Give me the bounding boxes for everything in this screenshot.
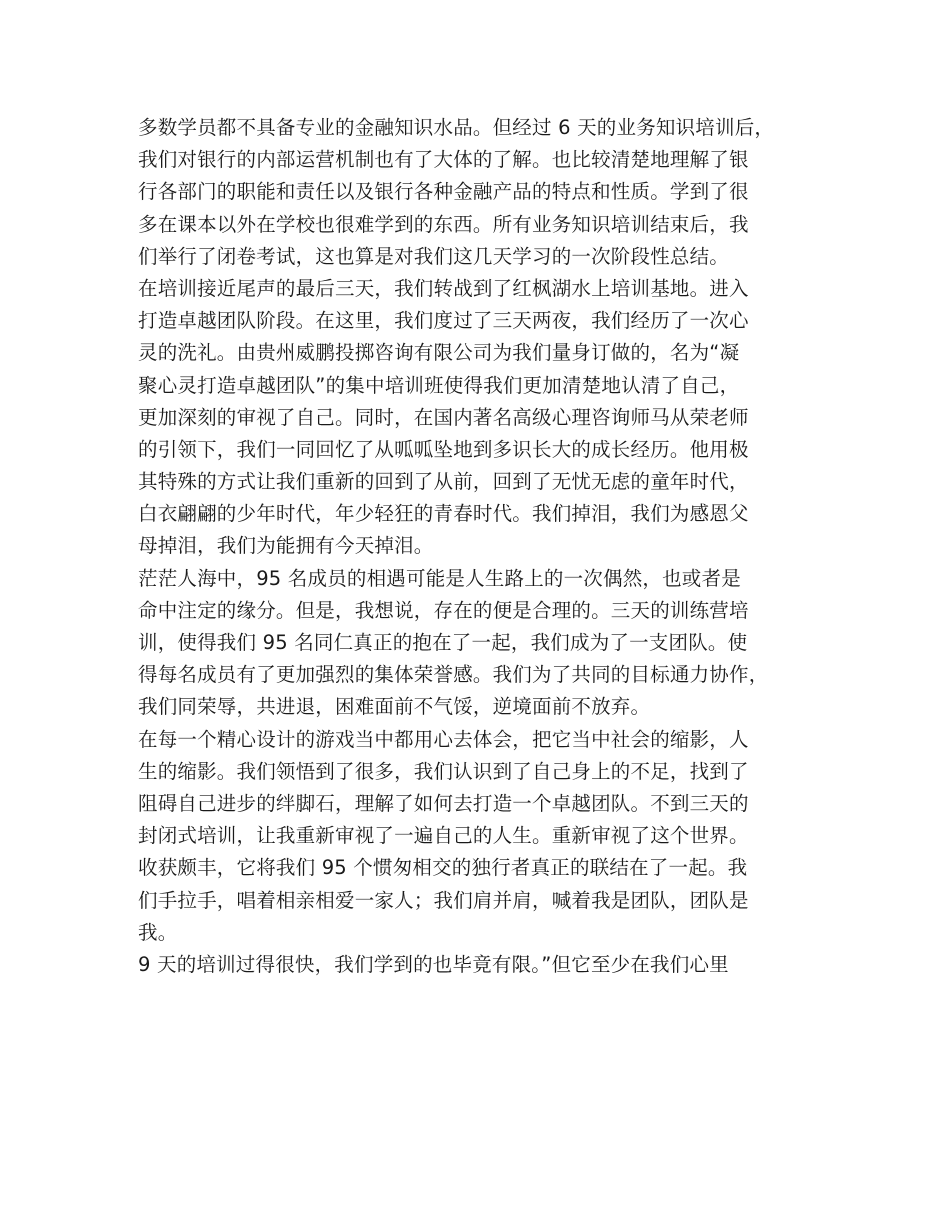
text-line: 封闭式培训，让我重新审视了一遍自己的人生。重新审视了这个世界。 (138, 824, 749, 848)
text-line: 阻碍自己进步的绊脚石，理解了如何去打造一个卓越团队。不到三天的 (138, 791, 749, 815)
text-line: 9 天的培训过得很快，我们学到的也毕竟有限。”但它至少在我们心里 (138, 952, 729, 976)
text-line: 收获颇丰，它将我们 95 个惯匆相交的独行者真正的联结在了一起。我 (138, 856, 748, 880)
text-line: 的引领下，我们一同回忆了从呱呱坠地到多识长大的成长经历。他用极 (138, 437, 749, 461)
text-line: 我们对银行的内部运营机制也有了大体的了解。也比较清楚地理解了银 (138, 148, 749, 172)
text-line: 其特殊的方式让我们重新的回到了从前，回到了无忧无虑的童年时代， (138, 470, 749, 494)
text-line: 训，使得我们 95 名同仁真正的抱在了一起，我们成为了一支团队。使 (138, 631, 748, 654)
text-line: 我。 (138, 920, 178, 944)
text-line: 打造卓越团队阶段。在这里，我们度过了三天两夜，我们经历了一次心 (138, 309, 749, 333)
text-line: 们举行了闭卷考试，这也算是对我们这几天学习的一次阶段性总结。 (138, 244, 730, 268)
text-line: 行各部门的职能和责任以及银行各种金融产品的特点和性质。学到了很 (138, 180, 749, 204)
text-line: 得每名成员有了更加强烈的集体荣誉感。我们为了共同的目标通力协作， (138, 663, 769, 687)
text-line: 聚心灵打造卓越团队”的集中培训班使得我们更加清楚地认清了自己， (138, 373, 740, 397)
text-line: 在每一个精心设计的游戏当中都用心去体会，把它当中社会的缩影，人 (138, 727, 749, 751)
text-line: 们手拉手，唱着相亲相爱一家人；我们肩并肩，喊着我是团队，团队是 (138, 888, 749, 912)
text-line: 多在课本以外在学校也很难学到的东西。所有业务知识培训结束后，我 (138, 212, 749, 236)
text-line: 茫茫人海中，95 名成员的相遇可能是人生路上的一次偶然，也或者是 (138, 566, 741, 590)
text-line: 白衣翩翩的少年时代，年少轻狂的青春时代。我们掉泪，我们为感恩父 (138, 502, 749, 526)
text-line: 命中注定的缘分。但是，我想说，存在的便是合理的。三天的训练营培 (138, 598, 749, 622)
text-line: 多数学员都不具备专业的金融知识水品。但经过 6 天的业务知识培训后， (138, 116, 775, 139)
text-line: 母掉泪，我们为能拥有今天掉泪。 (138, 534, 434, 558)
text-line: 灵的洗礼。由贵州威鹏投掷咨询有限公司为我们量身订做的，名为“凝 (138, 341, 740, 365)
text-line: 更加深刻的审视了自己。同时，在国内著名高级心理咨询师马从荣老师 (138, 405, 749, 429)
text-line: 生的缩影。我们领悟到了很多，我们认识到了自己身上的不足，找到了 (138, 759, 749, 783)
text-line: 在培训接近尾声的最后三天，我们转战到了红枫湖水上培训基地。进入 (138, 276, 749, 300)
text-line: 我们同荣辱，共进退，困难面前不气馁，逆境面前不放弃。 (138, 695, 651, 719)
body-text (138, 112, 818, 981)
